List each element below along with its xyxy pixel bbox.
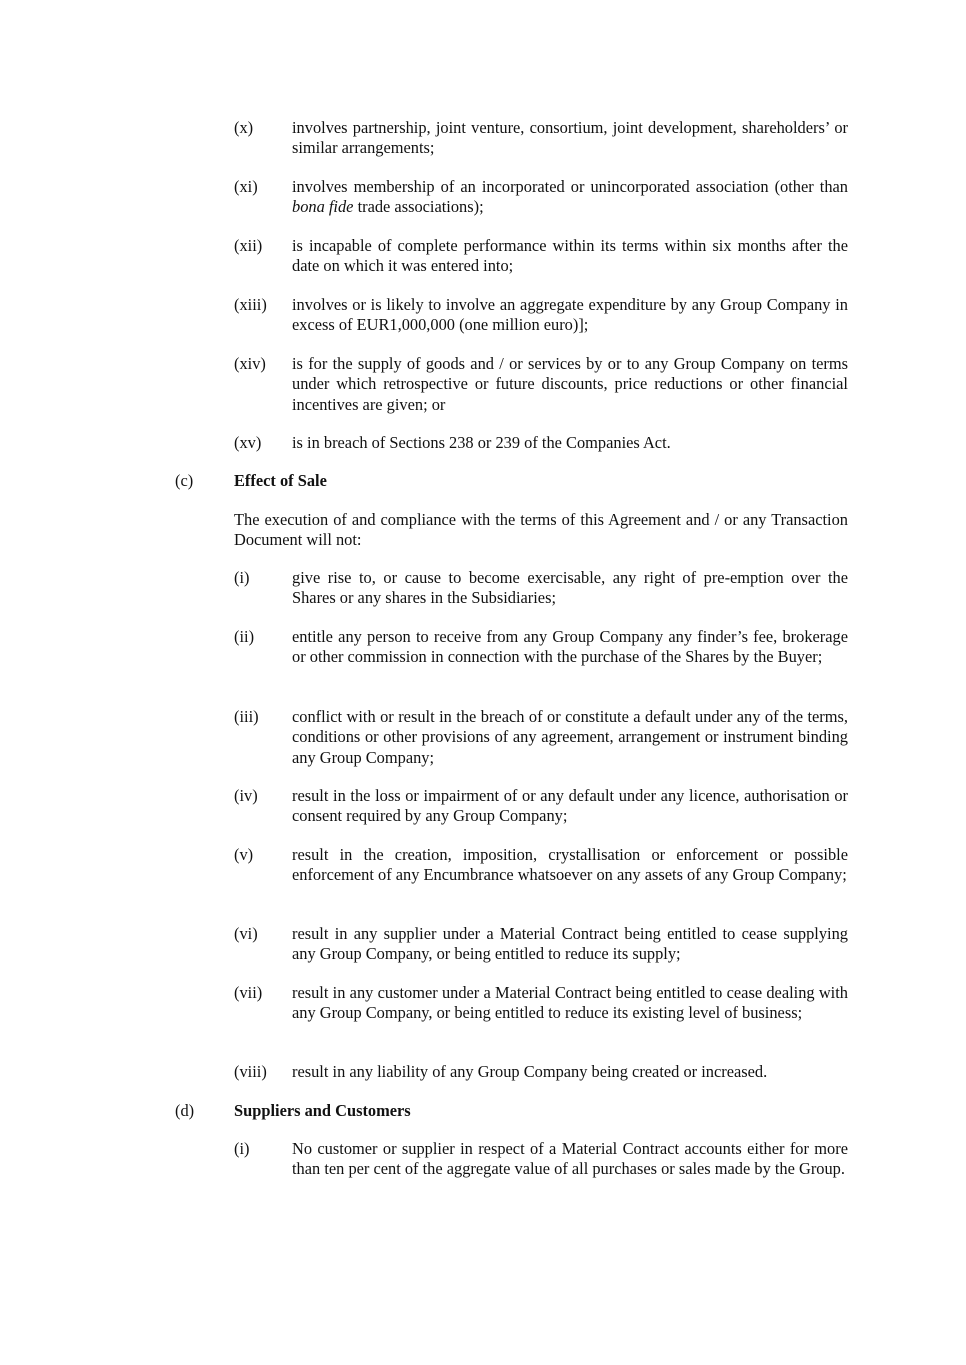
item-text: is incapable of complete performance within its terms within six months after the date on which it was entered into; <box>292 236 848 276</box>
section-number: (c) <box>175 471 194 490</box>
item-number: (v) <box>234 845 254 864</box>
item-text: involves or is likely to involve an aggregate expenditure by any Group Company in excess of EUR1,000,000 (one million euro)]; <box>292 295 848 335</box>
item-number: (viii) <box>234 1062 267 1081</box>
item-number: (x) <box>234 118 254 137</box>
item-text: No customer or supplier in respect of a Material Contract accounts either for more than ten per cent of the aggregate value of all purchases or sales made by the Group. <box>292 1139 848 1179</box>
item-text: result in any liability of any Group Company being created or increased. <box>292 1062 768 1081</box>
item-text: result in any customer under a Material Contract being entitled to cease dealing with any Group Company, or being entitled to reduce its existing level of business; <box>292 983 848 1023</box>
item-number: (xv) <box>234 433 262 452</box>
section-title: Suppliers and Customers <box>234 1101 411 1120</box>
item-text: entitle any person to receive from any Group Company any finder’s fee, brokerage or other commission in connection with the purchase of the Shares by the Buyer; <box>292 627 848 667</box>
item-text: involves partnership, joint venture, consortium, joint development, shareholders’ or similar arrangements; <box>292 118 848 158</box>
item-number: (xi) <box>234 177 258 196</box>
item-text: result in the creation, imposition, crystallisation or enforcement or possible enforcement of any Encumbrance whatsoever on any assets of any Group Company; <box>292 845 848 885</box>
item-number: (vi) <box>234 924 258 943</box>
section-intro: The execution of and compliance with the terms of this Agreement and / or any Transaction Document will not: <box>234 510 848 550</box>
item-text-italic: bona fide <box>292 197 354 217</box>
item-text: is for the supply of goods and / or services by or to any Group Company on terms under which retrospective or future discounts, price reductions or other financial incentives are given; or <box>292 354 848 414</box>
section-title: Effect of Sale <box>234 471 327 490</box>
item-text: result in any supplier under a Material Contract being entitled to cease supplying any Group Company, or being entitled to reduce its supply; <box>292 924 848 964</box>
item-text: is in breach of Sections 238 or 239 of the Companies Act. <box>292 433 671 452</box>
item-number: (iii) <box>234 707 259 726</box>
item-number: (vii) <box>234 983 263 1002</box>
item-number: (i) <box>234 568 250 587</box>
item-text: give rise to, or cause to become exercisable, any right of pre-emption over the Shares or any shares in the Subsidiaries; <box>292 568 848 608</box>
item-number: (i) <box>234 1139 250 1158</box>
item-text: involves membership of an incorporated or unincorporated association (other than bona fide trade associations); <box>292 177 848 217</box>
item-number: (xii) <box>234 236 263 255</box>
item-text: conflict with or result in the breach of or constitute a default under any of the terms, conditions or other provisions of any agreement, arrangement or instrument binding any Group Company; <box>292 707 848 767</box>
section-number: (d) <box>175 1101 195 1120</box>
item-number: (iv) <box>234 786 258 805</box>
item-text: result in the loss or impairment of or any default under any licence, authorisation or consent required by any Group Company; <box>292 786 848 826</box>
item-number: (xiv) <box>234 354 266 373</box>
item-number: (xiii) <box>234 295 267 314</box>
item-number: (ii) <box>234 627 255 646</box>
